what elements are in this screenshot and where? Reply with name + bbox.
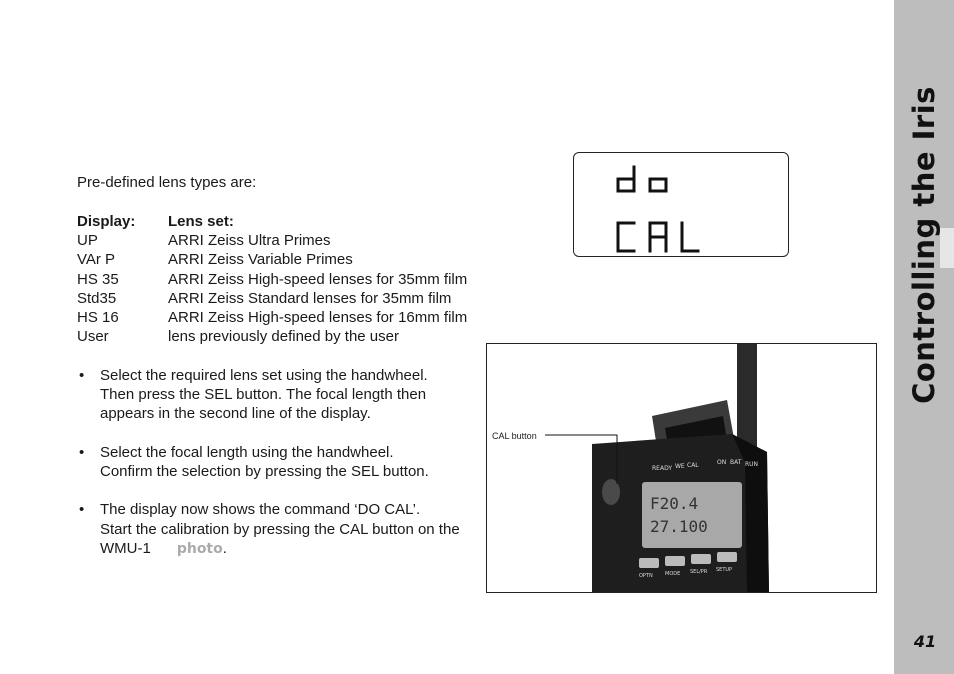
line: Confirm the selection by pressing the SEL button. xyxy=(100,463,429,480)
table-row xyxy=(77,270,467,289)
device-label-ready: READY xyxy=(652,465,673,472)
display-code: HS 16 xyxy=(77,308,119,326)
lcd-digit-c xyxy=(618,223,634,251)
device-btn-setup: SETUP xyxy=(716,567,733,573)
bullet-icon: • xyxy=(79,501,85,519)
device-lcd xyxy=(642,482,742,548)
lens-table xyxy=(77,212,467,346)
lens-set-name: lens previously defined by the user xyxy=(168,328,399,346)
line: Select the focal length using the handwheel. xyxy=(100,443,394,461)
device-label-bat: BAT xyxy=(730,459,742,466)
sidebar-tab-marker xyxy=(940,228,954,268)
lcd-digit-o xyxy=(650,179,666,191)
display-code: VAr P xyxy=(77,251,116,269)
device-btn-selpr: SEL/PR xyxy=(690,569,708,575)
device-name: WMU-1 xyxy=(100,539,151,557)
lens-set-name: ARRI Zeiss High-speed lenses for 35mm film xyxy=(168,270,468,288)
display-column-header: Display: xyxy=(77,213,136,230)
list-item xyxy=(77,500,460,559)
photo-reference: photo xyxy=(176,540,223,557)
display-code: Std35 xyxy=(77,289,117,307)
display-code: HS 35 xyxy=(77,270,119,288)
lens-set-name: ARRI Zeiss Ultra Primes xyxy=(168,232,331,250)
device-btn-mode: MODE xyxy=(665,571,681,577)
table-row xyxy=(77,231,467,250)
table-row xyxy=(77,308,467,327)
lcd-digit-l xyxy=(682,223,698,251)
intro-text: Pre-defined lens types are: xyxy=(77,174,257,191)
wmu-device-illustration xyxy=(487,344,877,593)
display-code: User xyxy=(77,328,109,346)
list-item xyxy=(77,366,460,424)
lens-set-column-header: Lens set: xyxy=(168,213,234,230)
bullet-icon: • xyxy=(79,367,85,384)
table-row xyxy=(77,289,467,308)
display-code: UP xyxy=(77,232,98,250)
line: Select the required lens set using the handwheel. xyxy=(100,367,428,384)
device-label-cal: CAL xyxy=(687,462,699,469)
device-label-run: RUN xyxy=(745,461,759,468)
bullet-icon: • xyxy=(79,443,85,461)
line: appears in the second line of the display. xyxy=(100,405,371,423)
lens-set-name: ARRI Zeiss Standard lenses for 35mm film xyxy=(168,289,452,307)
line: Then press the SEL button. The focal length then xyxy=(100,386,427,404)
lcd-display-illustration xyxy=(573,152,789,257)
lens-set-name: ARRI Zeiss Variable Primes xyxy=(168,251,353,269)
cal-button-callout: CAL button xyxy=(492,431,537,441)
lcd-segments xyxy=(574,153,787,255)
list-item xyxy=(77,443,460,481)
device-lcd-line2: 27.100 xyxy=(650,517,708,536)
device-label-on: ON xyxy=(717,459,727,466)
instruction-list xyxy=(77,366,460,578)
section-title: Controlling the Iris xyxy=(907,86,941,404)
lens-table-header xyxy=(77,212,467,231)
page-number: 41 xyxy=(913,632,937,651)
lcd-digit-d xyxy=(618,167,634,191)
sentence-end: . xyxy=(222,539,227,557)
device-lcd-line1: F20.4 xyxy=(650,494,699,513)
table-row xyxy=(77,250,467,269)
line: Start the calibration by pressing the CAL button on the xyxy=(100,520,460,538)
wmu-photo xyxy=(486,343,877,593)
table-row xyxy=(77,327,467,346)
device-btn-optn: OPTN xyxy=(639,573,653,579)
lens-set-name: ARRI Zeiss High-speed lenses for 16mm film xyxy=(168,308,468,326)
line: The display now shows the command ‘DO CAL’. xyxy=(100,501,421,519)
lcd-digit-a xyxy=(650,223,666,251)
line xyxy=(100,539,460,559)
device-label-we: WE xyxy=(675,463,685,470)
